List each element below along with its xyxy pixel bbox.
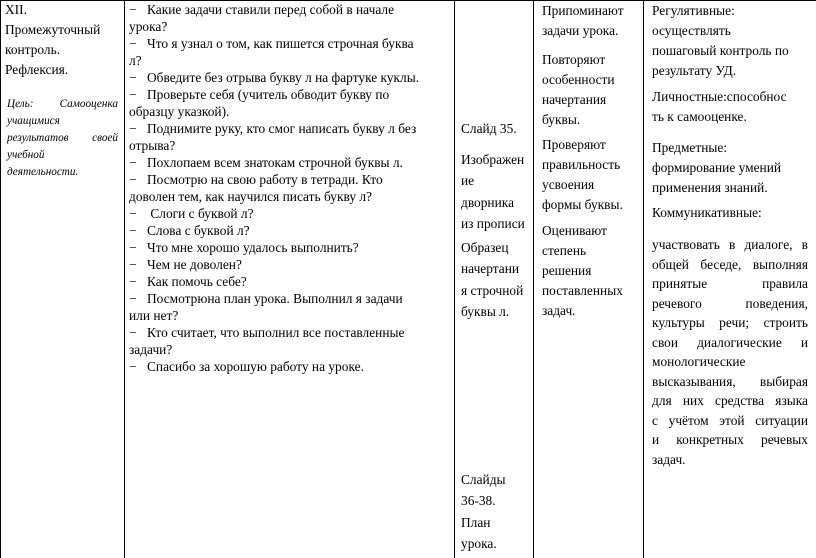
dash-bullet: − bbox=[129, 155, 137, 170]
question-text: Что мне хорошо удалось выполнить? bbox=[147, 240, 359, 255]
question-line bbox=[129, 273, 450, 290]
student-block-check bbox=[534, 135, 643, 215]
question-text: образцу указкой). bbox=[129, 104, 230, 119]
student-text-line: Оценивают bbox=[542, 223, 607, 238]
uud-communicative bbox=[644, 235, 816, 469]
slide-sample-caption bbox=[455, 237, 533, 322]
question-text: доволен тем, как научился писать букву л? bbox=[129, 189, 372, 204]
stage-title-line: XII. bbox=[5, 2, 27, 17]
student-block-recall bbox=[534, 1, 643, 41]
question-line bbox=[129, 69, 450, 86]
uud-line: высказывания, выбирая bbox=[652, 373, 808, 389]
dash-bullet: − bbox=[129, 36, 137, 51]
question-line bbox=[129, 154, 450, 171]
question-text: Кто считает, что выполнил все поставленные bbox=[147, 325, 405, 340]
slide-35-block bbox=[455, 118, 533, 139]
question-text: Проверьте себя (учитель обводит букву по bbox=[147, 87, 390, 102]
dash-bullet: − bbox=[129, 206, 137, 221]
uud-cell bbox=[644, 0, 816, 558]
question-text: Слоги с буквой л? bbox=[147, 206, 254, 221]
student-activity-cell bbox=[534, 0, 644, 558]
dash-bullet: − bbox=[129, 359, 137, 374]
question-text: Посмотрю на свою работу в тетради. Кто bbox=[147, 172, 383, 187]
slide-text-line: дворника bbox=[461, 194, 515, 210]
uud-line: задач. bbox=[652, 451, 686, 467]
slide-text-line: Изображен bbox=[461, 152, 525, 167]
student-text-line: решения bbox=[542, 263, 592, 278]
goal-line: учебной bbox=[7, 149, 45, 161]
uud-line: общей беседе, выполняя bbox=[652, 256, 808, 272]
question-line bbox=[129, 86, 450, 103]
goal-line: деятельности. bbox=[7, 166, 79, 178]
dash-bullet: − bbox=[129, 240, 137, 255]
uud-line: с учётом этой ситуации bbox=[652, 412, 808, 428]
question-line bbox=[129, 341, 450, 358]
dash-bullet: − bbox=[129, 274, 137, 289]
question-line bbox=[129, 1, 450, 18]
dash-bullet: − bbox=[129, 223, 137, 238]
question-line bbox=[129, 307, 450, 324]
question-line bbox=[129, 103, 450, 120]
student-text-line: Проверяют bbox=[542, 137, 606, 152]
slide-text-line: План bbox=[461, 514, 491, 530]
uud-line: применения знаний. bbox=[652, 180, 768, 195]
uud-line: свои диалогические и bbox=[652, 334, 808, 350]
student-block-evaluate bbox=[534, 221, 643, 321]
student-block-repeat bbox=[534, 50, 643, 130]
slide-text-line: начертани bbox=[461, 261, 520, 277]
student-text-line: буквы. bbox=[542, 112, 581, 127]
stage-title-line: Промежуточный bbox=[5, 22, 101, 37]
slide-text-line: урока. bbox=[461, 535, 497, 551]
question-line bbox=[129, 256, 450, 273]
uud-line: результату УД. bbox=[652, 63, 737, 78]
question-line bbox=[129, 188, 450, 205]
question-line bbox=[129, 18, 450, 35]
uud-line: Личностные:способнос bbox=[652, 89, 787, 104]
question-text: Поднимите руку, кто смог написать букву л без bbox=[147, 121, 417, 136]
uud-personal bbox=[644, 87, 816, 127]
dash-bullet: − bbox=[129, 70, 137, 85]
question-line bbox=[129, 290, 450, 307]
dash-bullet: − bbox=[129, 87, 137, 102]
question-line bbox=[129, 205, 450, 222]
question-list bbox=[125, 0, 454, 375]
question-text: или нет? bbox=[129, 308, 179, 323]
question-text: Посмотрюна план урока. Выполнил я задачи bbox=[147, 291, 403, 306]
question-line bbox=[129, 239, 450, 256]
uud-subject bbox=[644, 138, 816, 198]
question-text: отрыва? bbox=[129, 138, 176, 153]
question-line bbox=[129, 222, 450, 239]
question-line bbox=[129, 35, 450, 52]
uud-regulative bbox=[644, 1, 816, 81]
student-text-line: степень bbox=[542, 243, 587, 258]
student-text-line: Повторяют bbox=[542, 52, 606, 67]
question-text: Похлопаем всем знатокам строчной буквы л. bbox=[147, 155, 403, 170]
question-line bbox=[129, 171, 450, 188]
dash-bullet: − bbox=[129, 121, 137, 136]
stage-title-line: Рефлексия. bbox=[5, 62, 69, 77]
goal-line: Цель: Самооценка bbox=[7, 98, 118, 110]
slide-text-line: буквы л. bbox=[461, 303, 510, 319]
slide-text-line: 36-38. bbox=[461, 493, 496, 509]
slide-text-line: я строчной bbox=[461, 282, 524, 298]
question-text: Какие задачи ставили перед собой в начале bbox=[147, 2, 395, 17]
stage-title-line: контроль. bbox=[5, 42, 61, 57]
goal-line: учащимися bbox=[7, 115, 60, 127]
question-text: л? bbox=[129, 53, 142, 68]
question-line bbox=[129, 137, 450, 154]
question-text: Как помочь себе? bbox=[147, 274, 247, 289]
uud-line: речевого поведения, bbox=[652, 295, 808, 311]
dash-bullet: − bbox=[129, 257, 137, 272]
uud-line: участвовать в диалоге, в bbox=[652, 237, 808, 252]
uud-line: принятые правила bbox=[652, 276, 808, 291]
student-text-line: задач. bbox=[542, 303, 576, 318]
question-line bbox=[129, 358, 450, 375]
dash-bullet: − bbox=[129, 2, 137, 17]
uud-line: Коммуникативные: bbox=[652, 205, 762, 220]
uud-communicative-title bbox=[644, 203, 816, 223]
student-text-line: поставленных bbox=[542, 283, 623, 298]
uud-line: культуры речи; строить bbox=[652, 315, 808, 330]
uud-line: для них средства языка bbox=[652, 393, 808, 408]
question-text: Чем не доволен? bbox=[147, 257, 242, 272]
slide-label: Слайд 35. bbox=[461, 121, 517, 136]
slide-plan-caption bbox=[455, 469, 533, 554]
question-text: задачи? bbox=[129, 342, 173, 357]
student-text-line: начертания bbox=[542, 92, 607, 107]
uud-line: Регулятивные: bbox=[652, 3, 735, 18]
dash-bullet: − bbox=[129, 172, 137, 187]
question-text: Спасибо за хорошую работу на уроке. bbox=[147, 359, 364, 374]
slide-image-caption bbox=[455, 149, 533, 234]
stage-title bbox=[1, 0, 124, 80]
uud-line: пошаговый контроль по bbox=[652, 43, 789, 58]
uud-line: осуществлять bbox=[652, 23, 731, 38]
question-line bbox=[129, 120, 450, 137]
slide-text-line: ие bbox=[461, 173, 475, 189]
question-line bbox=[129, 52, 450, 69]
goal-line: результатов своей bbox=[7, 132, 118, 144]
student-text-line: Припоминают bbox=[542, 3, 624, 18]
slides-cell bbox=[455, 0, 534, 558]
uud-line: монологические bbox=[652, 354, 746, 369]
student-text-line: усвоения bbox=[542, 177, 595, 192]
question-text: урока? bbox=[129, 19, 168, 34]
stage-cell bbox=[0, 0, 125, 558]
slide-text-line: Слайды bbox=[461, 472, 506, 487]
student-text-line: формы буквы. bbox=[542, 197, 623, 212]
question-text: Обведите без отрыва букву л на фартуке куклы. bbox=[147, 70, 420, 85]
uud-line: и конкретных речевых bbox=[652, 432, 808, 447]
question-text: Что я узнал о том, как пишется строчная буква bbox=[147, 36, 414, 51]
dash-bullet: − bbox=[129, 325, 137, 340]
question-line bbox=[129, 324, 450, 341]
dash-bullet: − bbox=[129, 291, 137, 306]
student-text-line: правильность bbox=[542, 157, 621, 172]
uud-line: ть к самооценке. bbox=[652, 109, 747, 124]
teacher-activity-cell bbox=[125, 0, 455, 558]
uud-line: формирование умений bbox=[652, 160, 782, 175]
slide-text-line: Образец bbox=[461, 240, 509, 255]
slide-text-line: из прописи bbox=[461, 215, 525, 231]
question-text: Слова с буквой л? bbox=[147, 223, 250, 238]
uud-line: Предметные: bbox=[652, 140, 728, 155]
stage-goal bbox=[1, 96, 124, 181]
student-text-line: особенности bbox=[542, 72, 615, 87]
student-text-line: задачи урока. bbox=[542, 23, 619, 38]
